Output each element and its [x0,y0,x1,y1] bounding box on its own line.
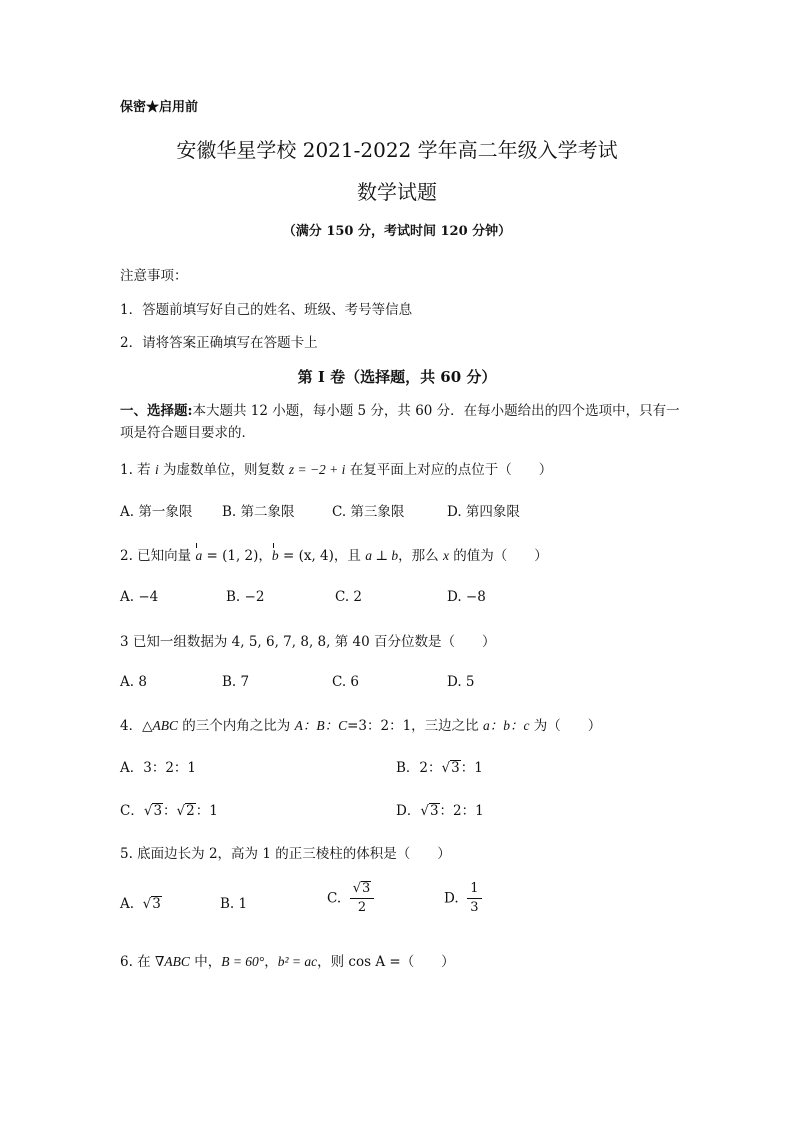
notice-heading: 注意事项： [120,268,188,284]
q3-option-d: D. 5 [447,674,475,690]
q1-expr: z = −2 + i [288,462,346,477]
q6-triangle: ∇ABC [154,954,190,969]
q2-perp: a ⊥ b [365,548,399,563]
q4-option-c: C．√3：√2：1 [120,803,218,819]
q2-text: ，且 [333,548,366,564]
q4-side-ratio: a：b：c [482,718,530,733]
question-3-stem: 3 已知一组数据为 4, 5, 6, 7, 8, 8, 第 40 百分位数是（ ） [120,634,496,650]
q4-text: =3：2：1，三边之比 [347,718,483,734]
q4-c-text: C． [120,803,144,819]
vector-b: b [271,548,279,563]
fraction [467,880,481,917]
q6-condition-angle: B = 60° [221,954,265,969]
q6-text: （ ） [400,954,455,970]
q5-option-c [327,880,374,917]
q5-a-label: A. [120,896,135,912]
q6-text: 中， [189,954,222,970]
q2-option-a: A. −4 [120,589,159,605]
section-intro-label: 一、选择题: [120,403,193,419]
q5-d-label: D. [444,890,459,907]
score-info: （满分 150 分，考试时间 120 分钟） [282,224,512,239]
q4-triangle: △ABC [142,718,178,733]
q2-eq-b: = (x, 4) [278,548,334,564]
q2-sep: ， [258,548,272,564]
confidential-label: 保密★启用前 [120,100,199,115]
q5-option-b: B. 1 [220,896,248,912]
q3-option-a: A. 8 [120,674,147,690]
q1-option-c: C. 第三象限 [332,504,405,520]
question-2-stem [120,544,548,564]
exam-subject: 数学试题 [357,180,437,204]
q1-option-b: B. 第二象限 [222,504,295,520]
q4-text: 的三个内角之比为 [177,718,295,734]
fraction-numerator: √3 [350,880,375,899]
q4-option-d: D．√3：2：1 [396,803,484,819]
sqrt-radicand: 3 [451,760,460,776]
q5-c-label: C. [327,890,342,907]
q4-option-b: B．2：√3：1 [396,760,483,776]
sqrt-radicand: 3 [153,803,163,819]
q1-text: 在复平面上对应的点位于（ ） [345,462,553,478]
notice-item: 2．请将答案正确填写在答题卡上 [120,335,318,351]
question-6-stem [120,950,455,970]
sqrt-radicand: 3 [362,881,371,896]
q3-option-c: C. 6 [332,674,360,690]
q6-text: ， [264,954,278,970]
q4-option-a: A．3：2：1 [120,760,197,776]
question-4-stem [120,714,601,734]
q6-condition-sides: b² = ac [277,954,318,969]
sqrt-radicand: 2 [186,803,195,819]
q2-option-b: B. −2 [226,589,265,605]
question-1-stem [120,458,552,478]
q4-c-text: ：1 [195,803,218,819]
q2-option-d: D. −8 [447,589,486,605]
q1-option-d: D. 第四象限 [447,504,520,520]
q2-text: 2. 已知向量 [120,548,196,564]
section-intro-text: 本大题共 12 小题，每小题 5 分，共 60 分．在每小题给出的四个选项中，只有一项是符合题目要求的． [120,403,680,441]
q6-text: 6. 在 [120,954,155,970]
q4-d-text: ：2：1 [439,803,484,819]
q1-option-a: A. 第一象限 [120,504,193,520]
q4-text: 4． [120,718,143,734]
vector-a: a [195,548,203,563]
q4-d-text: D． [396,803,421,819]
q4-c-text: ： [163,803,177,819]
q1-text: 为虚数单位，则复数 [158,462,289,478]
q6-text: ，则 [317,954,349,970]
q2-eq-a: = (1, 2) [202,548,259,564]
section-intro [120,400,680,444]
section-title: 第 I 卷（选择题，共 60 分） [297,368,497,386]
q4-b-text: ：1 [460,760,483,776]
q1-text: 1. 若 [120,462,155,478]
q2-option-c: C. 2 [335,589,363,605]
fraction [350,880,375,917]
q1-imag-unit: i [154,462,159,477]
sqrt-radicand: 3 [152,896,161,912]
q4-b-text: B．2： [396,760,442,776]
notice-item: 1．答题前填写好自己的姓名、班级、考号等信息 [120,302,413,318]
fraction-denominator: 3 [470,900,479,915]
q4-text: 为（ ） [529,718,602,734]
q5-option-d [444,880,482,917]
q2-text: 的值为（ ） [448,548,548,564]
sqrt-radicand: 3 [429,803,439,819]
exam-title: 安徽华星学校 2021-2022 学年高二年级入学考试 [176,138,618,162]
q2-text: ，那么 [398,548,443,564]
q5-option-a: A. √3 [120,896,161,912]
q6-target: cos A = [348,954,401,970]
question-5-stem: 5. 底面边长为 2，高为 1 的正三棱柱的体积是（ ） [120,846,451,862]
fraction-denominator: 2 [357,900,367,915]
q4-angle-ratio: A：B：C [294,718,348,733]
q2-var: x [442,548,449,563]
q3-option-b: B. 7 [222,674,250,690]
fraction-numerator: 1 [467,880,481,899]
